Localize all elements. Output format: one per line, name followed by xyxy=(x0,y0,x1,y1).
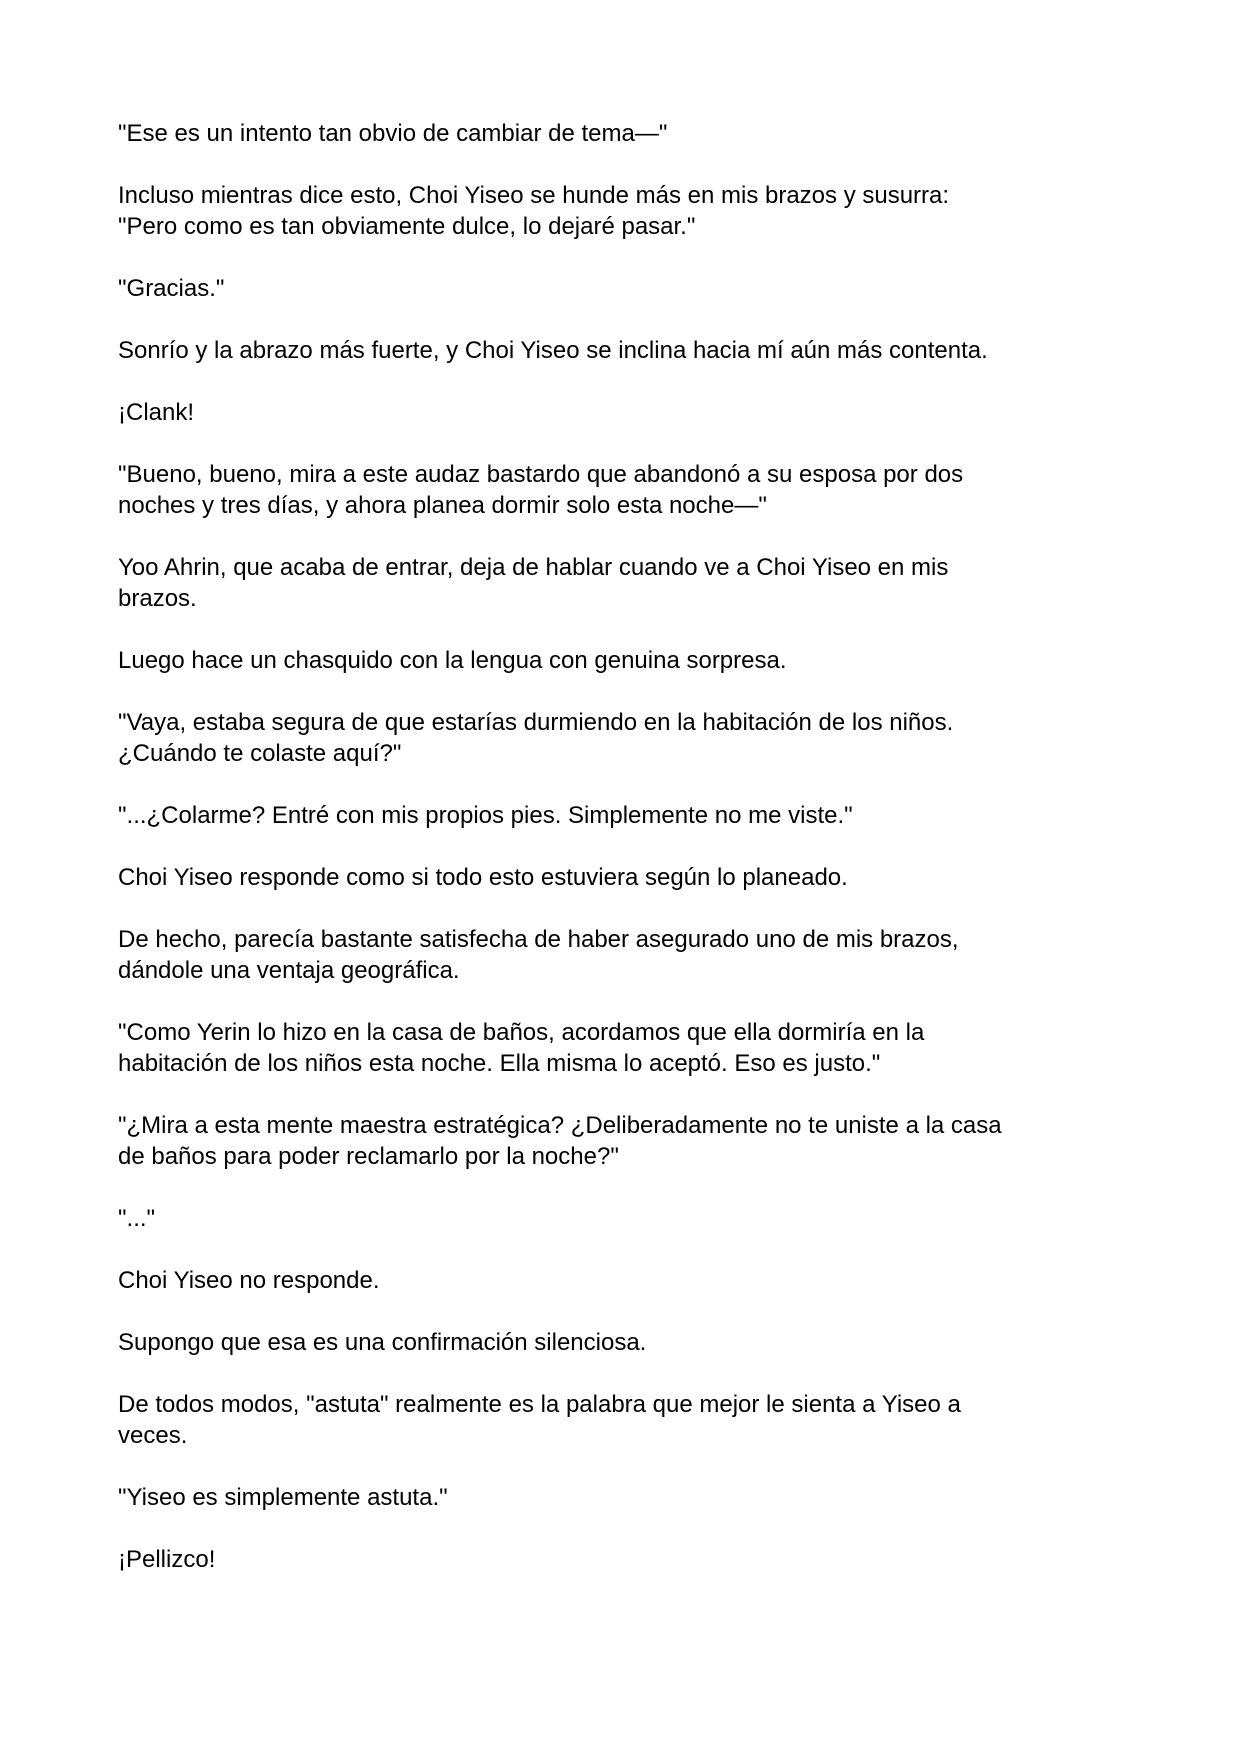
paragraph-line: dándole una ventaja geográfica. xyxy=(118,957,460,984)
paragraph-line: "...¿Colarme? Entré con mis propios pies. Simplemente no me viste." xyxy=(118,802,853,829)
paragraph-line: ¡Pellizco! xyxy=(118,1546,216,1573)
paragraph-line: noches y tres días, y ahora planea dormir solo esta noche—" xyxy=(118,492,767,519)
paragraph-line: Incluso mientras dice esto, Choi Yiseo se hunde más en mis brazos y susurra: xyxy=(118,182,950,209)
paragraph-line: "Gracias." xyxy=(118,275,225,302)
paragraph-line: Supongo que esa es una confirmación silenciosa. xyxy=(118,1329,647,1356)
paragraph-line: veces. xyxy=(118,1422,188,1449)
paragraph-line: ¿Cuándo te colaste aquí?" xyxy=(118,740,402,767)
document-body xyxy=(118,118,1128,1606)
paragraph xyxy=(118,1017,1128,1079)
paragraph xyxy=(118,862,1128,893)
paragraph-line: "Vaya, estaba segura de que estarías durmiendo en la habitación de los niños. xyxy=(118,709,954,736)
paragraph-line: "Bueno, bueno, mira a este audaz bastardo que abandonó a su esposa por dos xyxy=(118,461,964,488)
paragraph xyxy=(118,707,1128,769)
paragraph-line: Yoo Ahrin, que acaba de entrar, deja de hablar cuando ve a Choi Yiseo en mis xyxy=(118,554,949,581)
paragraph-line: "Como Yerin lo hizo en la casa de baños, acordamos que ella dormiría en la xyxy=(118,1019,925,1046)
paragraph xyxy=(118,552,1128,614)
paragraph xyxy=(118,118,1128,149)
paragraph xyxy=(118,397,1128,428)
paragraph-line: "Pero como es tan obviamente dulce, lo dejaré pasar." xyxy=(118,213,696,240)
paragraph xyxy=(118,645,1128,676)
paragraph-line: "..." xyxy=(118,1205,156,1232)
paragraph-line: Choi Yiseo responde como si todo esto estuviera según lo planeado. xyxy=(118,864,848,891)
paragraph xyxy=(118,1110,1128,1172)
paragraph-line: Sonrío y la abrazo más fuerte, y Choi Yiseo se inclina hacia mí aún más contenta. xyxy=(118,337,988,364)
paragraph xyxy=(118,1544,1128,1575)
paragraph xyxy=(118,800,1128,831)
paragraph xyxy=(118,1327,1128,1358)
paragraph xyxy=(118,924,1128,986)
paragraph-line: Luego hace un chasquido con la lengua con genuina sorpresa. xyxy=(118,647,787,674)
paragraph-line: De hecho, parecía bastante satisfecha de haber asegurado uno de mis brazos, xyxy=(118,926,959,953)
paragraph xyxy=(118,1389,1128,1451)
paragraph-line: brazos. xyxy=(118,585,197,612)
paragraph-line: De todos modos, "astuta" realmente es la palabra que mejor le sienta a Yiseo a xyxy=(118,1391,961,1418)
paragraph-line: ¡Clank! xyxy=(118,399,195,426)
paragraph xyxy=(118,180,1128,242)
paragraph xyxy=(118,1482,1128,1513)
paragraph-line: de baños para poder reclamarlo por la noche?" xyxy=(118,1143,619,1170)
paragraph-line: "Yiseo es simplemente astuta." xyxy=(118,1484,448,1511)
paragraph xyxy=(118,1203,1128,1234)
paragraph-line: habitación de los niños esta noche. Ella misma lo aceptó. Eso es justo." xyxy=(118,1050,881,1077)
paragraph xyxy=(118,335,1128,366)
paragraph xyxy=(118,459,1128,521)
paragraph-line: Choi Yiseo no responde. xyxy=(118,1267,380,1294)
paragraph-line: "Ese es un intento tan obvio de cambiar de tema—" xyxy=(118,120,668,147)
paragraph xyxy=(118,1265,1128,1296)
paragraph-line: "¿Mira a esta mente maestra estratégica? ¿Deliberadamente no te uniste a la casa xyxy=(118,1112,1002,1139)
paragraph xyxy=(118,273,1128,304)
